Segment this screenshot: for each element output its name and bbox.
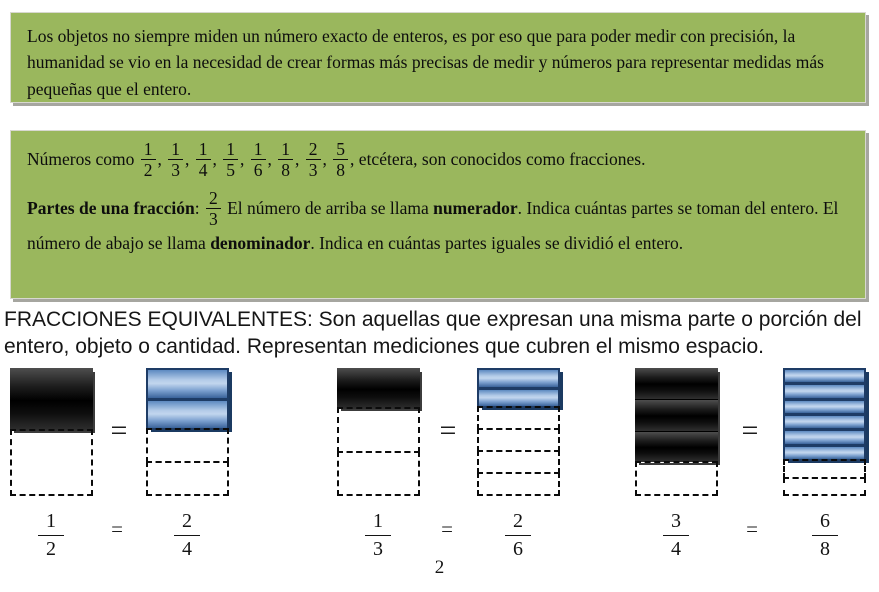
- filled-segments: [146, 368, 229, 430]
- numerador-bold: numerador: [433, 197, 518, 218]
- fraction-label-one-third: $\frac{1}{3}$: [357, 510, 399, 561]
- equals-sign: =: [110, 414, 128, 447]
- empty-dashed-segment: [477, 406, 560, 430]
- empty-dashed-segment: [783, 477, 866, 497]
- filled-segments: [10, 368, 93, 431]
- blue-filled-segment: [477, 388, 560, 409]
- bar-6-of-8-blue: [783, 368, 866, 496]
- parts-text-1: El número de arriba se llama: [227, 197, 434, 218]
- fraction-label-two-sixths: $\frac{2}{6}$: [497, 510, 539, 561]
- black-filled-segment: [337, 368, 420, 409]
- equals-sign: =: [441, 517, 453, 541]
- bar-2-of-6-blue: [477, 368, 560, 496]
- black-filled-segment: [635, 432, 718, 463]
- fraction-separator: ,: [295, 148, 304, 169]
- denominador-bold: denominador: [210, 232, 311, 253]
- fraction-label-two-fourths: $\frac{2}{4}$: [166, 510, 208, 561]
- filled-segments: [635, 368, 718, 463]
- equals-sign: =: [741, 414, 759, 447]
- blue-filled-segment: [783, 368, 866, 384]
- fraction-label-six-eighths: $\frac{6}{8}$: [804, 510, 846, 561]
- bar-2-of-4-blue: [146, 368, 229, 496]
- bar-1-of-2-black: [10, 368, 93, 496]
- fraction-separator: ,: [240, 148, 249, 169]
- blue-filled-segment: [477, 368, 560, 389]
- fraction-examples-suffix: , etcétera, son conocidos como fracciones.: [350, 148, 646, 169]
- fraction-separator: ,: [322, 148, 332, 169]
- bar-1-of-3-black: [337, 368, 420, 496]
- fraction-parts-paragraph: [27, 187, 849, 256]
- inline-fraction: $\frac{5}{8}$: [333, 140, 348, 180]
- fraction-separator: ,: [185, 148, 194, 169]
- inline-fraction: $\frac{1}{6}$: [251, 140, 266, 180]
- bar-3-of-4-black: [635, 368, 718, 496]
- black-filled-segment: [635, 400, 718, 432]
- filled-segments: [783, 368, 866, 461]
- inline-fraction: $\frac{1}{2}$: [141, 140, 156, 180]
- fraction-separator: ,: [212, 148, 222, 169]
- blue-filled-segment: [783, 383, 866, 399]
- fraction-label-three-fourths: $\frac{3}{4}$: [655, 510, 697, 561]
- intro-box: [10, 12, 866, 103]
- blue-filled-segment: [146, 368, 229, 400]
- blue-filled-segment: [783, 429, 866, 445]
- inline-fraction: $\frac{1}{4}$: [196, 140, 211, 180]
- partes-lead-bold: Partes de una fracción: [27, 197, 195, 218]
- inline-fraction: $\frac{1}{3}$: [168, 140, 183, 180]
- equals-sign: =: [111, 517, 123, 541]
- empty-dashed-segment: [477, 450, 560, 474]
- blue-filled-segment: [783, 414, 866, 430]
- colon: :: [194, 197, 204, 218]
- inline-fraction: $\frac{1}{5}$: [223, 140, 238, 180]
- intro-text: Los objetos no siempre miden un número exacto de enteros, es por eso que para poder medir con precisión, la humanidad se vio en la necesidad de crear formas más precisas de medir y números para representar medidas más pequeñas que el entero.: [27, 26, 824, 99]
- empty-dashed-segment: [146, 428, 229, 463]
- filled-segments: [337, 368, 420, 409]
- equivalent-fractions-heading: FRACCIONES EQUIVALENTES: Son aquellas que expresan una misma parte o porción del entero, objeto o cantidad. Representan mediciones que cubren el mismo espacio.: [4, 308, 862, 359]
- black-filled-segment: [635, 368, 718, 400]
- inline-fraction-two-thirds: $\frac{2}{3}$: [206, 189, 221, 229]
- inline-fraction: $\frac{2}{3}$: [306, 140, 321, 180]
- empty-dashed-segment: [337, 407, 420, 452]
- empty-dashed-segment: [146, 461, 229, 496]
- blue-filled-segment: [146, 399, 229, 431]
- blue-filled-segment: [783, 399, 866, 415]
- fraction-label-one-half: $\frac{1}{2}$: [30, 510, 72, 561]
- fraction-separator: ,: [267, 148, 277, 169]
- parts-text-3: . Indica en cuántas partes iguales se dividió el entero.: [310, 232, 684, 253]
- filled-segments: [477, 368, 560, 408]
- fraction-examples-line: [27, 141, 849, 181]
- fraction-separator: ,: [157, 148, 167, 169]
- empty-dashed-segment: [337, 451, 420, 496]
- empty-dashed-segment: [635, 461, 718, 497]
- empty-dashed-segment: [10, 429, 93, 496]
- parts-text-2: . Indica cuántas partes se toman del entero. El número de abajo se llama: [27, 197, 839, 253]
- fraction-definition-box: [10, 130, 866, 299]
- fraction-examples-prefix: Números como: [27, 148, 135, 169]
- page-number: 2: [434, 557, 445, 578]
- empty-dashed-segment: [477, 472, 560, 496]
- equals-sign: =: [746, 517, 758, 541]
- empty-dashed-segment: [477, 428, 560, 452]
- black-filled-segment: [10, 368, 93, 431]
- equals-sign: =: [439, 414, 457, 447]
- inline-fraction: $\frac{1}{8}$: [278, 140, 293, 180]
